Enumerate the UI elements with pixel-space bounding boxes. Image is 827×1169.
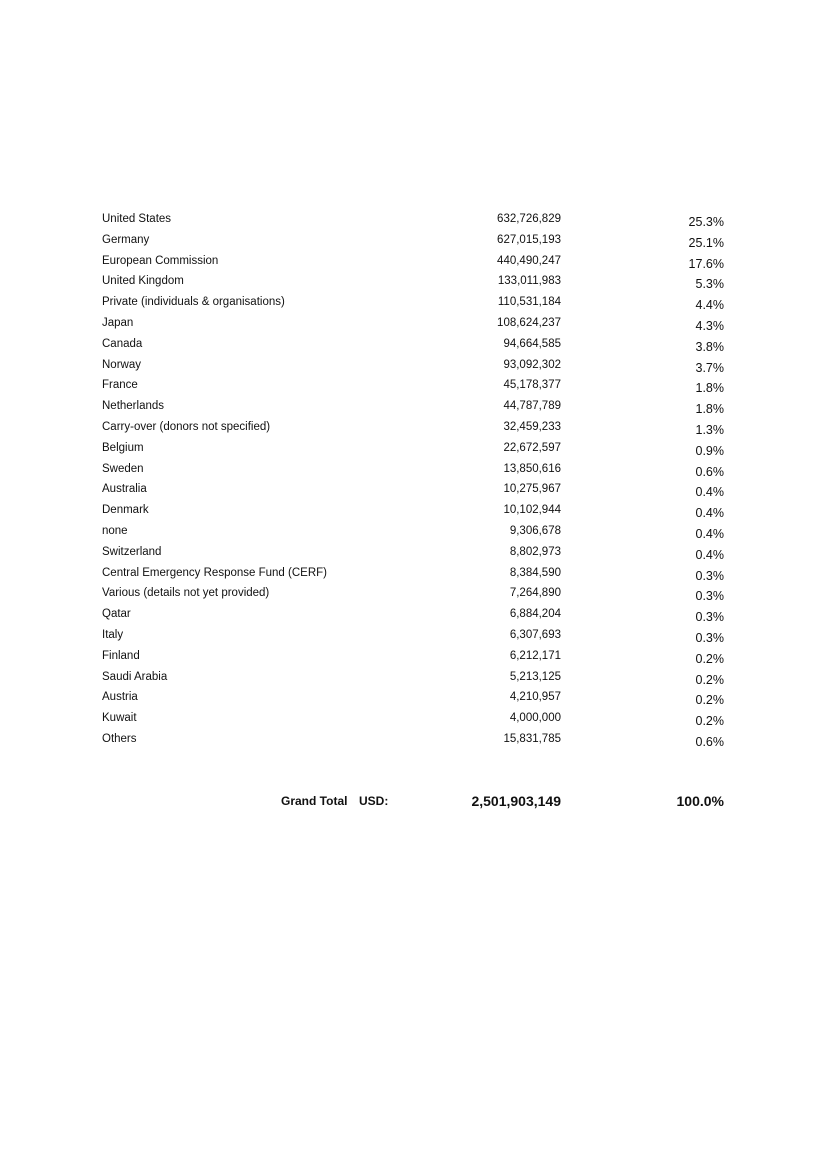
table-row <box>102 500 742 521</box>
donor-amount: 632,726,829 <box>497 213 561 225</box>
table-row <box>102 459 742 480</box>
donor-percent: 0.4% <box>695 526 724 541</box>
donor-name: Central Emergency Response Fund (CERF) <box>102 566 327 579</box>
donor-name: Private (individuals & organisations) <box>102 296 285 309</box>
donor-name: France <box>102 379 138 392</box>
donor-amount: 93,092,302 <box>503 358 561 371</box>
donor-amount: 4,210,957 <box>509 691 561 704</box>
donor-amount: 108,624,237 <box>497 316 561 329</box>
donor-percent: 0.4% <box>695 506 724 521</box>
donor-percent: 0.4% <box>695 547 724 562</box>
grand-total-row <box>0 792 827 814</box>
table-row <box>102 583 742 604</box>
donor-name: Netherlands <box>102 400 165 413</box>
donor-name: Norway <box>102 358 141 371</box>
donor-amount: 4,000,000 <box>509 712 561 725</box>
donor-percent: 1.8% <box>695 402 724 417</box>
donor-name: Canada <box>102 337 143 350</box>
donor-percent: 25.1% <box>688 235 724 250</box>
donor-name: Finland <box>102 649 140 662</box>
donor-name: Others <box>102 732 137 745</box>
table-row <box>102 667 742 688</box>
donor-amount: 13,850,616 <box>503 462 561 475</box>
donor-name: Sweden <box>102 462 144 475</box>
donor-name: Germany <box>102 233 150 246</box>
donor-amount: 10,102,944 <box>503 504 561 517</box>
donor-name: Denmark <box>102 504 149 517</box>
donor-name: United States <box>102 213 172 225</box>
donor-name: Japan <box>102 316 134 329</box>
donor-table <box>102 209 742 750</box>
donor-amount: 22,672,597 <box>503 441 561 454</box>
donor-percent: 0.3% <box>695 610 724 625</box>
donor-amount: 6,884,204 <box>509 608 561 621</box>
donor-amount: 44,787,789 <box>503 400 561 413</box>
donor-amount: 15,831,785 <box>503 732 561 745</box>
donor-percent: 0.2% <box>695 693 724 708</box>
donor-percent: 5.3% <box>695 277 724 292</box>
donor-percent: 0.2% <box>695 714 724 729</box>
table-row <box>102 209 742 230</box>
donor-amount: 32,459,233 <box>503 420 561 433</box>
donor-amount: 8,802,973 <box>509 545 561 558</box>
table-row <box>102 521 742 542</box>
donor-amount: 6,307,693 <box>509 628 561 641</box>
table-row <box>102 646 742 667</box>
donor-percent: 0.3% <box>695 630 724 645</box>
donor-amount: 94,664,585 <box>503 337 561 350</box>
table-row <box>102 375 742 396</box>
donor-name: Various (details not yet provided) <box>102 587 270 600</box>
donor-name: Qatar <box>102 608 131 621</box>
donor-name: Kuwait <box>102 712 137 725</box>
table-row <box>102 396 742 417</box>
donor-name: Switzerland <box>102 545 162 558</box>
table-row <box>102 355 742 376</box>
donor-amount: 5,213,125 <box>509 670 561 683</box>
donor-percent: 3.8% <box>695 339 724 354</box>
donor-percent: 0.2% <box>695 651 724 666</box>
table-row <box>102 271 742 292</box>
table-row <box>102 251 742 272</box>
donor-name: Austria <box>102 691 138 704</box>
donor-amount: 110,531,184 <box>497 296 561 309</box>
donor-percent: 0.9% <box>695 443 724 458</box>
donor-amount: 440,490,247 <box>497 254 561 267</box>
donor-amount: 7,264,890 <box>509 587 561 600</box>
table-row <box>102 438 742 459</box>
donor-name: none <box>102 524 128 537</box>
grand-total-currency: USD: <box>359 794 389 808</box>
donor-percent: 1.3% <box>695 422 724 437</box>
donor-percent: 0.2% <box>695 672 724 687</box>
table-row <box>102 708 742 729</box>
donor-amount: 9,306,678 <box>509 524 561 537</box>
donor-amount: 133,011,983 <box>497 275 561 288</box>
donor-amount: 10,275,967 <box>503 483 561 496</box>
table-row <box>102 313 742 334</box>
donor-percent: 3.7% <box>695 360 724 375</box>
donor-percent: 0.3% <box>695 589 724 604</box>
table-row <box>102 417 742 438</box>
table-row <box>102 230 742 251</box>
table-row <box>102 292 742 313</box>
donor-name: Saudi Arabia <box>102 670 168 683</box>
donor-name: United Kingdom <box>102 275 184 288</box>
donor-name: Italy <box>102 628 124 641</box>
grand-total-amount: 2,501,903,149 <box>471 793 561 809</box>
donor-name: European Commission <box>102 254 219 267</box>
donor-amount: 8,384,590 <box>509 566 561 579</box>
table-row <box>102 479 742 500</box>
donor-name: Australia <box>102 483 147 496</box>
donor-amount: 45,178,377 <box>503 379 561 392</box>
grand-total-label: Grand Total <box>281 794 348 808</box>
donor-percent: 17.6% <box>688 256 724 271</box>
table-row <box>102 729 742 750</box>
donor-name: Carry-over (donors not specified) <box>102 420 271 433</box>
donor-name: Belgium <box>102 441 144 454</box>
donor-amount: 6,212,171 <box>509 649 561 662</box>
table-row <box>102 542 742 563</box>
grand-total-percent: 100.0% <box>676 793 724 809</box>
table-row <box>102 604 742 625</box>
table-row <box>102 563 742 584</box>
table-row <box>102 687 742 708</box>
table-row <box>102 334 742 355</box>
donor-percent: 1.8% <box>695 381 724 396</box>
donor-percent: 4.3% <box>695 318 724 333</box>
donor-percent: 25.3% <box>688 215 724 229</box>
donor-percent: 0.3% <box>695 568 724 583</box>
table-row <box>102 625 742 646</box>
donor-percent: 0.6% <box>695 734 724 749</box>
donor-amount: 627,015,193 <box>497 233 561 246</box>
donor-percent: 0.4% <box>695 485 724 500</box>
donor-percent: 0.6% <box>695 464 724 479</box>
donor-percent: 4.4% <box>695 298 724 313</box>
